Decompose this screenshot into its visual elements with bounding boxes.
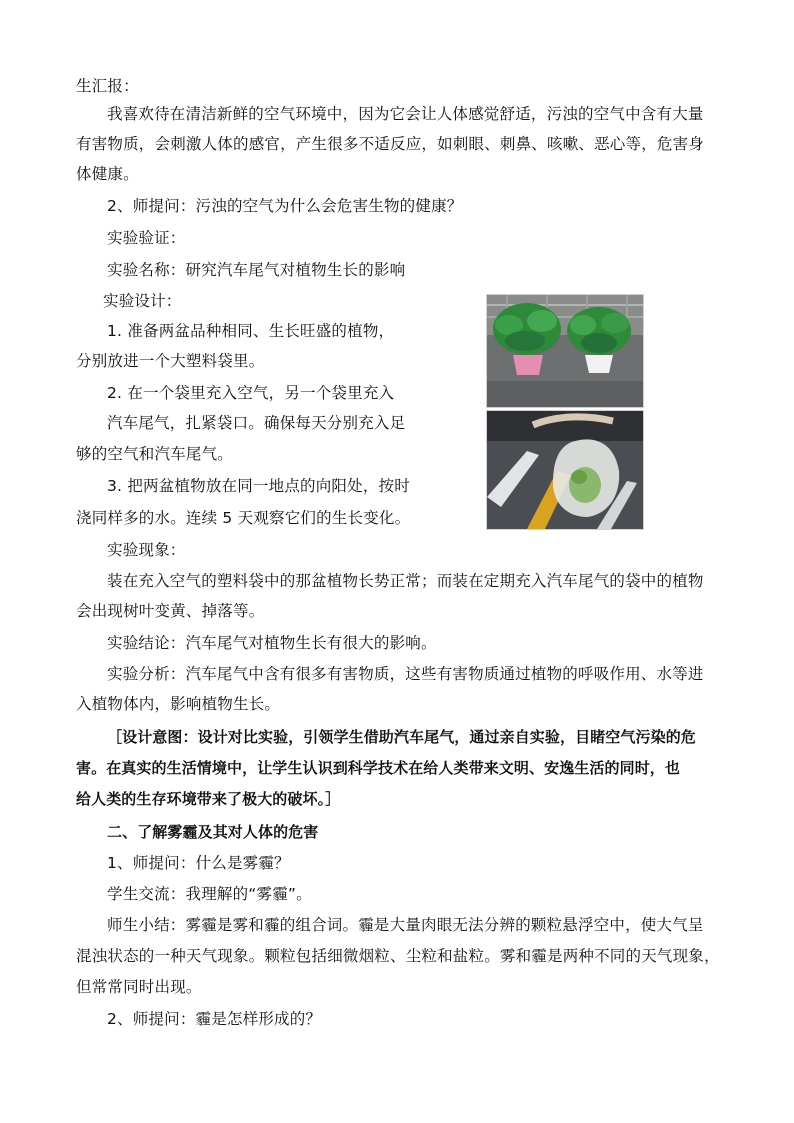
text-line: 够的空气和汽车尾气。: [76, 445, 234, 463]
text-line: 1、师提问：什么是雾霾？: [107, 854, 290, 872]
text-line: 混浊状态的一种天气现象。颗粒包括细微烟粒、尘粒和盐粒。雾和霾是两种不同的天气现象，: [76, 947, 720, 965]
text-line: 实验结论：汽车尾气对植物生长有很大的影响。: [107, 634, 437, 652]
text-line: 实验验证：: [107, 229, 186, 247]
text-line: 装在充入空气的塑料袋中的那盆植物长势正常；而装在定期充入汽车尾气的袋中的植物: [107, 572, 704, 590]
text-line: 有害物质，会刺激人体的感官，产生很多不适反应，如刺眼、刺鼻、咳嗽、恶心等，危害身: [76, 135, 705, 153]
design-intent-line: ［设计意图：设计对比实验，引领学生借助汽车尾气，通过亲自实验，目睹空气污染的危: [107, 728, 696, 746]
text-line: 学生交流：我理解的“雾霾”。: [107, 885, 312, 903]
text-line: 汽车尾气，扎紧袋口。确保每天分别充入足: [107, 414, 406, 432]
text-line: 我喜欢待在清洁新鲜的空气环境中，因为它会让人体感觉舒适，污浊的空气中含有大量: [107, 105, 704, 123]
design-intent-line: 给人类的生存环境带来了极大的破坏。］: [76, 790, 341, 808]
text-line: 1. 准备两盆品种相同、生长旺盛的植物，: [107, 322, 395, 340]
text-line: 体健康。: [76, 165, 139, 183]
design-intent-line: 害。在真实的生活情境中，让学生认识到科学技术在给人类带来文明、安逸生活的同时，也: [76, 759, 681, 777]
text-line: 分别放进一个大塑料袋里。: [76, 352, 265, 370]
section-heading: 二、了解雾霾及其对人体的危害: [107, 823, 319, 841]
photo-two-potted-plants: [486, 294, 644, 408]
text-line: 实验现象：: [107, 541, 186, 559]
text-line: 但常常同时出现。: [76, 978, 202, 996]
text-line: 会出现树叶变黄、掉落等。: [76, 602, 265, 620]
text-line: 实验分析：汽车尾气中含有很多有害物质，这些有害物质通过植物的呼吸作用、水等进: [107, 665, 704, 683]
text-line: 实验设计：: [103, 292, 182, 310]
text-line: 3. 把两盆植物放在同一地点的向阳处，按时: [107, 477, 410, 495]
text-line: 师生小结：雾霾是雾和霾的组合词。霾是大量肉眼无法分辨的颗粒悬浮空中，使大气呈: [107, 916, 704, 934]
text-line: 浇同样多的水。连续 5 天观察它们的生长变化。: [76, 509, 411, 527]
text-line: 入植物体内，影响植物生长。: [76, 695, 281, 713]
text-line: 2. 在一个袋里充入空气，另一个袋里充入: [107, 384, 395, 402]
text-line: 生汇报：: [76, 77, 139, 95]
text-line: 实验名称：研究汽车尾气对植物生长的影响: [107, 261, 406, 279]
text-line: 2、师提问：污浊的空气为什么会危害生物的健康？: [107, 197, 463, 215]
text-line: 2、师提问：霾是怎样形成的？: [107, 1010, 322, 1028]
photo-exhaust-bag: [486, 410, 644, 530]
